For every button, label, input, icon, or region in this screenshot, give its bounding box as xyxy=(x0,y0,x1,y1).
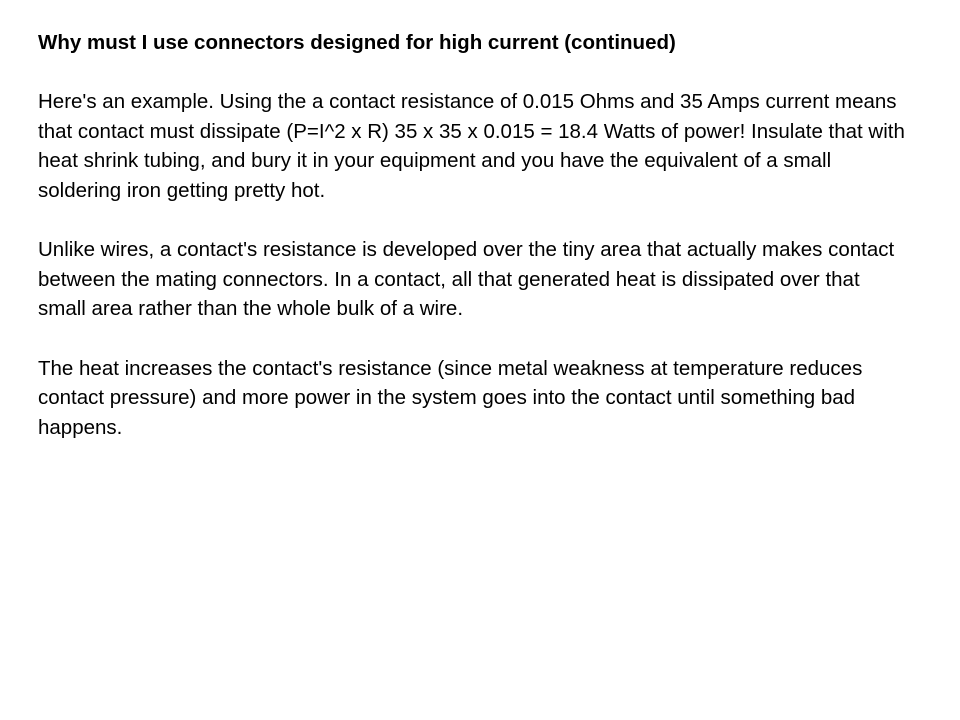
paragraph-example: Here's an example. Using the a contact resistance of 0.015 Ohms and 35 Amps current means that contact must dissipate (P=I^2 x R) 35 x 35 x 0.015 = 18.4 Watts of power! Insulate that with heat shrink tubing, and bury it in your equipment and you have the equivalent of a small soldering iron getting pretty hot. xyxy=(38,90,905,202)
slide-title: Why must I use connectors designed for high current (continued) xyxy=(38,31,676,54)
paragraph-heat-effect: The heat increases the contact's resistance (since metal weakness at temperature reduces contact pressure) and more power in the system goes into the contact until something bad happens. xyxy=(38,356,863,439)
paragraph-contact-resistance: Unlike wires, a contact's resistance is developed over the tiny area that actually makes contact between the mating connectors. In a contact, all that generated heat is dissipated over that small area rather than the whole bulk of a wire. xyxy=(38,238,895,321)
slide-body xyxy=(38,28,908,442)
